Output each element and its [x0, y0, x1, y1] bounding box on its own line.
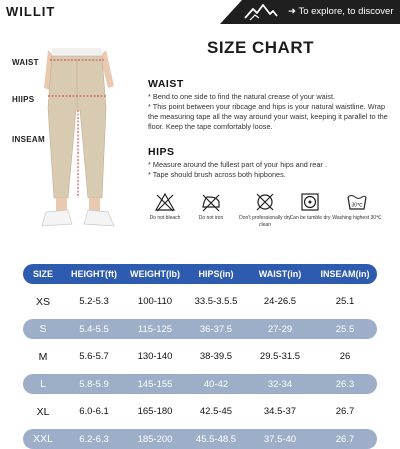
- table-row: XS 5.2-5.3 100-110 33.5-3.5.5 24-26.5 25.1: [35, 295, 355, 308]
- hips-heading: HIPS: [148, 146, 175, 158]
- pants-model-figure: [22, 48, 132, 236]
- do-not-iron-icon: [200, 192, 222, 212]
- waist-note-2: * This point between your ribcage and hips is your natural waistline. Wrap the measuring tape all the way around your waist, keeping it parallel to the floor. Keep the tape comfortably loose.: [148, 102, 388, 131]
- care-do-not-bleach: Do not bleach: [139, 192, 191, 222]
- care-do-not-iron: Do not iron: [185, 192, 237, 222]
- header-inseam: INSEAM(in): [320, 269, 370, 279]
- header-weight: WEIGHT(lb): [130, 269, 180, 279]
- table-row: L 5.8-5.9 145-155 40-42 32-34 26.3: [23, 374, 377, 394]
- size-table: [23, 264, 377, 449]
- header-height: HEIGHT(ft): [71, 269, 117, 279]
- label-hips: HIIPS: [12, 95, 35, 104]
- table-row: XL 6.0-6.1 165-180 42.5-45 34.5-37 26.7: [36, 405, 355, 418]
- hips-note-2: * Tape should brush across both hipbones.: [148, 170, 286, 179]
- header-waist: WAIST(in): [258, 269, 302, 279]
- mountain-icon: [243, 2, 279, 22]
- table-header: [23, 264, 377, 284]
- do-not-dry-clean-icon: [254, 192, 276, 212]
- waist-note-1: * Bend to one side to find the natural crease of your waist.: [148, 92, 335, 101]
- hips-note-1: * Measure around the fullest part of your hips and rear .: [148, 160, 327, 169]
- header-hips: HIPS(in): [198, 269, 234, 279]
- page-title: SIZE CHART: [207, 38, 314, 57]
- care-tumble-dry: Can be tumble dry: [284, 192, 336, 222]
- brand-logo: WILLIT: [6, 4, 56, 19]
- care-wash-30: 30℃ Washing highest 30℃: [331, 192, 383, 222]
- tumble-dry-icon: [299, 192, 321, 212]
- tagline: ➜ To explore, to discover: [288, 6, 394, 17]
- label-waist: WAIST: [12, 58, 39, 67]
- table-row: S 5.4-5.5 115-125 36-37.5 27-29 25.5: [23, 319, 377, 339]
- table-row: XXL 6.2-6.3 185-200 45.5-48.5 37.5-40 26.7: [23, 429, 377, 449]
- label-inseam: INSEAM: [12, 135, 45, 144]
- waist-heading: WAIST: [148, 78, 184, 90]
- svg-text:30℃: 30℃: [351, 202, 363, 209]
- table-row: M 5.6-5.7 130-140 38-39.5 29.5-31.5 26: [38, 350, 351, 363]
- wash-30-icon: [346, 192, 368, 212]
- header-size: SIZE: [32, 269, 53, 279]
- arrow-right-icon: ➜: [288, 6, 299, 17]
- do-not-bleach-icon: [154, 192, 176, 212]
- care-do-not-dry-clean: Don't professionally dry clean: [239, 192, 291, 228]
